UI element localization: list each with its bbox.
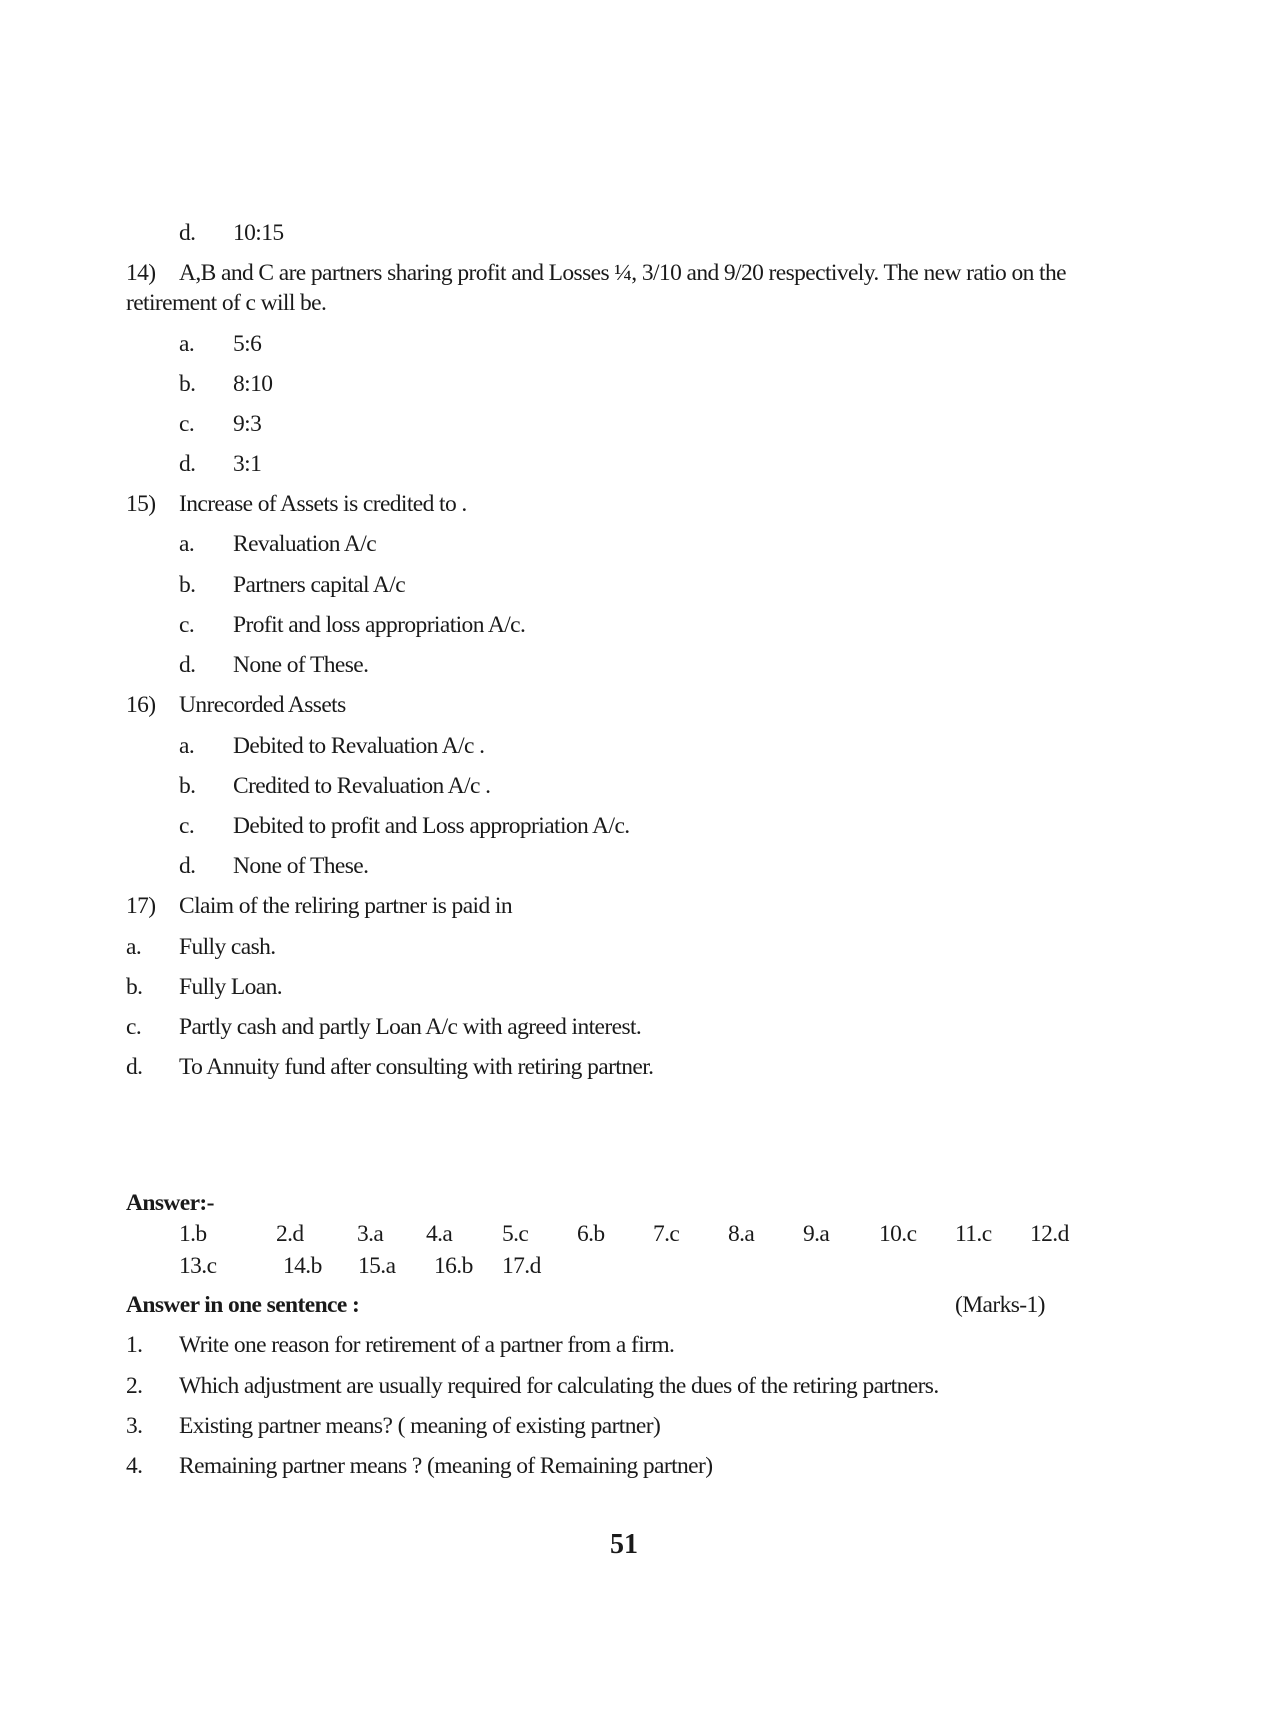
answer-key-item: 8.a (728, 1221, 755, 1247)
q15-option-b-text: Partners capital A/c (233, 572, 406, 598)
question-text: Existing partner means? ( meaning of existing partner) (179, 1413, 661, 1439)
q17-option-d-text: To Annuity fund after consulting with retiring partner. (179, 1054, 654, 1080)
q15-option-d-text: None of These. (233, 652, 369, 678)
one-sentence-heading: Answer in one sentence : (126, 1292, 360, 1318)
q14-option-b-letter: b. (179, 371, 196, 397)
answer-key-item: 7.c (653, 1221, 680, 1247)
page-number: 51 (610, 1529, 638, 1560)
q14-option-b-text: 8:10 (233, 371, 273, 397)
q13-option-d-text: 10:15 (233, 220, 284, 246)
q17-text: Claim of the reliring partner is paid in (179, 893, 512, 919)
q15-option-c-text: Profit and loss appropriation A/c. (233, 612, 526, 638)
q14-option-c-text: 9:3 (233, 411, 262, 437)
answer-key-item: 10.c (879, 1221, 917, 1247)
answer-key-item: 5.c (502, 1221, 529, 1247)
q14-text-line2: retirement of c will be. (126, 290, 327, 316)
q16-text: Unrecorded Assets (179, 692, 346, 718)
question-number: 3. (126, 1413, 143, 1439)
q14-number: 14) (126, 260, 156, 286)
q16-option-b-letter: b. (179, 773, 196, 799)
answer-key-item: 3.a (357, 1221, 384, 1247)
q14-option-a-text: 5:6 (233, 331, 262, 357)
answer-key-item: 17.d (502, 1253, 541, 1279)
answer-key-item: 15.a (358, 1253, 396, 1279)
q16-option-a-text: Debited to Revaluation A/c . (233, 733, 485, 759)
q15-option-a-text: Revaluation A/c (233, 531, 377, 557)
question-text: Remaining partner means ? (meaning of Remaining partner) (179, 1453, 713, 1479)
marks-label: (Marks-1) (955, 1292, 1045, 1318)
q16-option-c-letter: c. (179, 813, 195, 839)
q16-option-b-text: Credited to Revaluation A/c . (233, 773, 491, 799)
question-number: 4. (126, 1453, 143, 1479)
q16-option-a-letter: a. (179, 733, 195, 759)
answer-key-item: 2.d (276, 1221, 304, 1247)
q15-option-b-letter: b. (179, 572, 196, 598)
answer-key-item: 12.d (1030, 1221, 1069, 1247)
answer-key-item: 14.b (283, 1253, 322, 1279)
q15-option-d-letter: d. (179, 652, 196, 678)
q13-option-d-letter: d. (179, 220, 196, 246)
question-number: 2. (126, 1373, 143, 1399)
q17-option-b-letter: b. (126, 974, 143, 1000)
q17-option-c-letter: c. (126, 1014, 142, 1040)
q17-option-a-text: Fully cash. (179, 934, 276, 960)
q16-option-c-text: Debited to profit and Loss appropriation A/c. (233, 813, 630, 839)
q17-option-a-letter: a. (126, 934, 142, 960)
q16-option-d-letter: d. (179, 853, 196, 879)
q17-option-b-text: Fully Loan. (179, 974, 283, 1000)
q16-option-d-text: None of These. (233, 853, 369, 879)
q14-option-c-letter: c. (179, 411, 195, 437)
q15-text: Increase of Assets is credited to . (179, 491, 467, 517)
q14-option-d-text: 3:1 (233, 451, 262, 477)
q17-option-c-text: Partly cash and partly Loan A/c with agreed interest. (179, 1014, 642, 1040)
q16-number: 16) (126, 692, 156, 718)
answer-key-item: 4.a (426, 1221, 453, 1247)
q14-text-line1: A,B and C are partners sharing profit and Losses ¼, 3/10 and 9/20 respectively. The new ratio on the (179, 260, 1066, 286)
q15-option-c-letter: c. (179, 612, 195, 638)
q14-option-d-letter: d. (179, 451, 196, 477)
answer-key-item: 11.c (955, 1221, 992, 1247)
answers-heading: Answer:- (126, 1190, 214, 1216)
answer-key-item: 13.c (179, 1253, 217, 1279)
q17-option-d-letter: d. (126, 1054, 143, 1080)
q15-number: 15) (126, 491, 156, 517)
answer-key-item: 6.b (577, 1221, 605, 1247)
answer-key-item: 16.b (434, 1253, 473, 1279)
q17-number: 17) (126, 893, 156, 919)
q15-option-a-letter: a. (179, 531, 195, 557)
question-text: Which adjustment are usually required for calculating the dues of the retiring partners. (179, 1373, 939, 1399)
answer-key-item: 1.b (179, 1221, 207, 1247)
q14-option-a-letter: a. (179, 331, 195, 357)
question-text: Write one reason for retirement of a partner from a firm. (179, 1332, 675, 1358)
question-number: 1. (126, 1332, 143, 1358)
answer-key-item: 9.a (803, 1221, 830, 1247)
